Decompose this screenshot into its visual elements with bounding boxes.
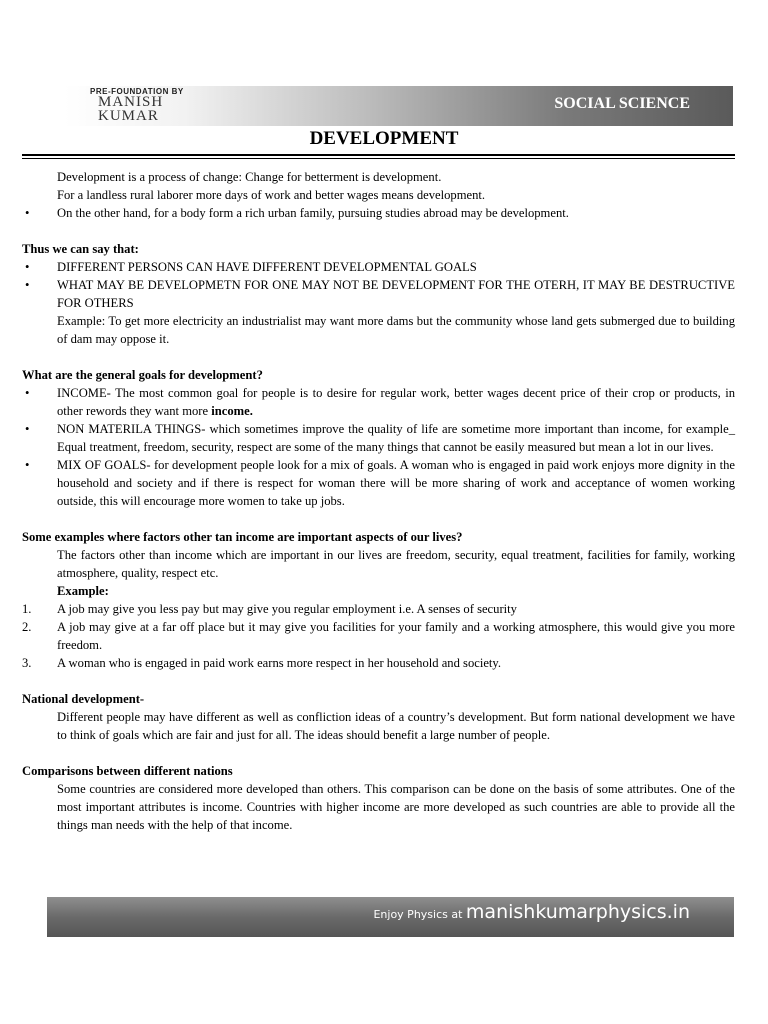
bullet-text: MIX OF GOALS- for development people look for a mix of goals. A woman who is engaged in paid work enjoys more dignity in the household and society and if there is respect for woman there will be more sharing of work and acceptance of women working outside, this will encourage more women to take up jobs. [57,458,735,508]
example-item-2 [22,618,735,654]
bullet-text: INCOME- The most common goal for people is to desire for regular work, better wages decent price of their crop or products, in other rewords they want more [57,386,735,418]
title-rule-thick [22,154,735,156]
bullet-text: NON MATERILA THINGS- which sometimes improve the quality of life are sometime more important than income, for example_ Equal treatment, freedom, security, respect are some of the many things that cannot be easily measured but mean a lot in our lives. [57,422,735,454]
comparisons-paragraph: Some countries are considered more developed than others. This comparison can be done on the basis of some attributes. One of the most important attributes is income. Countries with higher income are more developed as such countries are able to provide all the things man needs with the help of that income. [57,782,735,832]
bullet-text: DIFFERENT PERSONS CAN HAVE DIFFERENT DEVELOPMENTAL GOALS [57,260,477,274]
bullet-icon: • [25,278,30,292]
thus-bullet-2 [22,276,735,312]
bullet-icon: • [25,386,30,400]
example-item-3 [22,654,735,672]
intro-paragraph-1: Development is a process of change: Change for betterment is development. [57,170,442,184]
item-text: A job may give at a far off place but it may give you facilities for your family and a working atmosphere, this would give you more freedom. [57,620,735,652]
thus-example: Example: To get more electricity an industrialist may want more dams but the community whose land gets submerged due to building of dam may oppose it. [57,314,735,346]
footer-text [373,901,690,923]
section-heading-thus: Thus we can say that: [22,242,139,256]
subject-label: SOCIAL SCIENCE [554,95,690,112]
bullet-bold-text: income. [211,404,253,418]
item-number: 3. [22,656,32,670]
section-heading-comparisons: Comparisons between different nations [22,764,233,778]
brand-logo [90,87,220,127]
bullet-text: On the other hand, for a body form a rich urban family, pursuing studies abroad may be development. [57,206,569,220]
footer-banner [47,897,734,937]
item-number: 2. [22,620,32,634]
section-heading-examples: Some examples where factors other tan income are important aspects of our lives? [22,530,463,544]
item-text: A woman who is engaged in paid work earns more respect in her household and society. [57,656,502,670]
example-item-1 [22,600,735,618]
item-number: 1. [22,602,32,616]
national-paragraph: Different people may have different as well as confliction ideas of a country’s development. But form national development we have to think of goals which are fair and just for all. The ideas should benefit a large number of people. [57,710,735,742]
intro-paragraph-2: For a landless rural laborer more days of work and better wages means development. [57,188,486,202]
bullet-icon: • [25,206,30,220]
thus-bullet-1 [22,258,735,276]
page-title: DEVELOPMENT [309,128,459,149]
section-heading-national: National development- [22,692,145,706]
bullet-icon: • [25,422,30,436]
goals-bullet-mix [22,456,735,510]
examples-label: Example: [57,584,109,598]
bullet-icon: • [25,458,30,472]
bullet-icon: • [25,260,30,274]
logo-name-last: KUMAR [98,108,159,124]
logo-name-first: MANISH [98,94,164,110]
goals-bullet-non-material [22,420,735,456]
item-text: A job may give you less pay but may give you regular employment i.e. A senses of security [57,602,517,616]
goals-bullet-income [22,384,735,420]
examples-paragraph: The factors other than income which are important in our lives are freedom, security, equal treatment, facilities for family, working atmosphere, quality, respect etc. [57,548,735,580]
bullet-text: WHAT MAY BE DEVELOPMETN FOR ONE MAY NOT BE DEVELOPMENT FOR THE OTERH, IT MAY BE DESTRUCTIVE FOR OTHERS [57,278,735,310]
section-heading-goals: What are the general goals for development? [22,368,263,382]
footer-prefix: Enjoy Physics at [373,908,466,921]
title-rule-thin [22,158,735,159]
footer-site-link[interactable]: manishkumarphysics.in [465,901,690,923]
document-body [22,168,735,834]
logo-tagline: PRE-FOUNDATION BY [90,87,184,96]
intro-bullet [22,204,735,222]
